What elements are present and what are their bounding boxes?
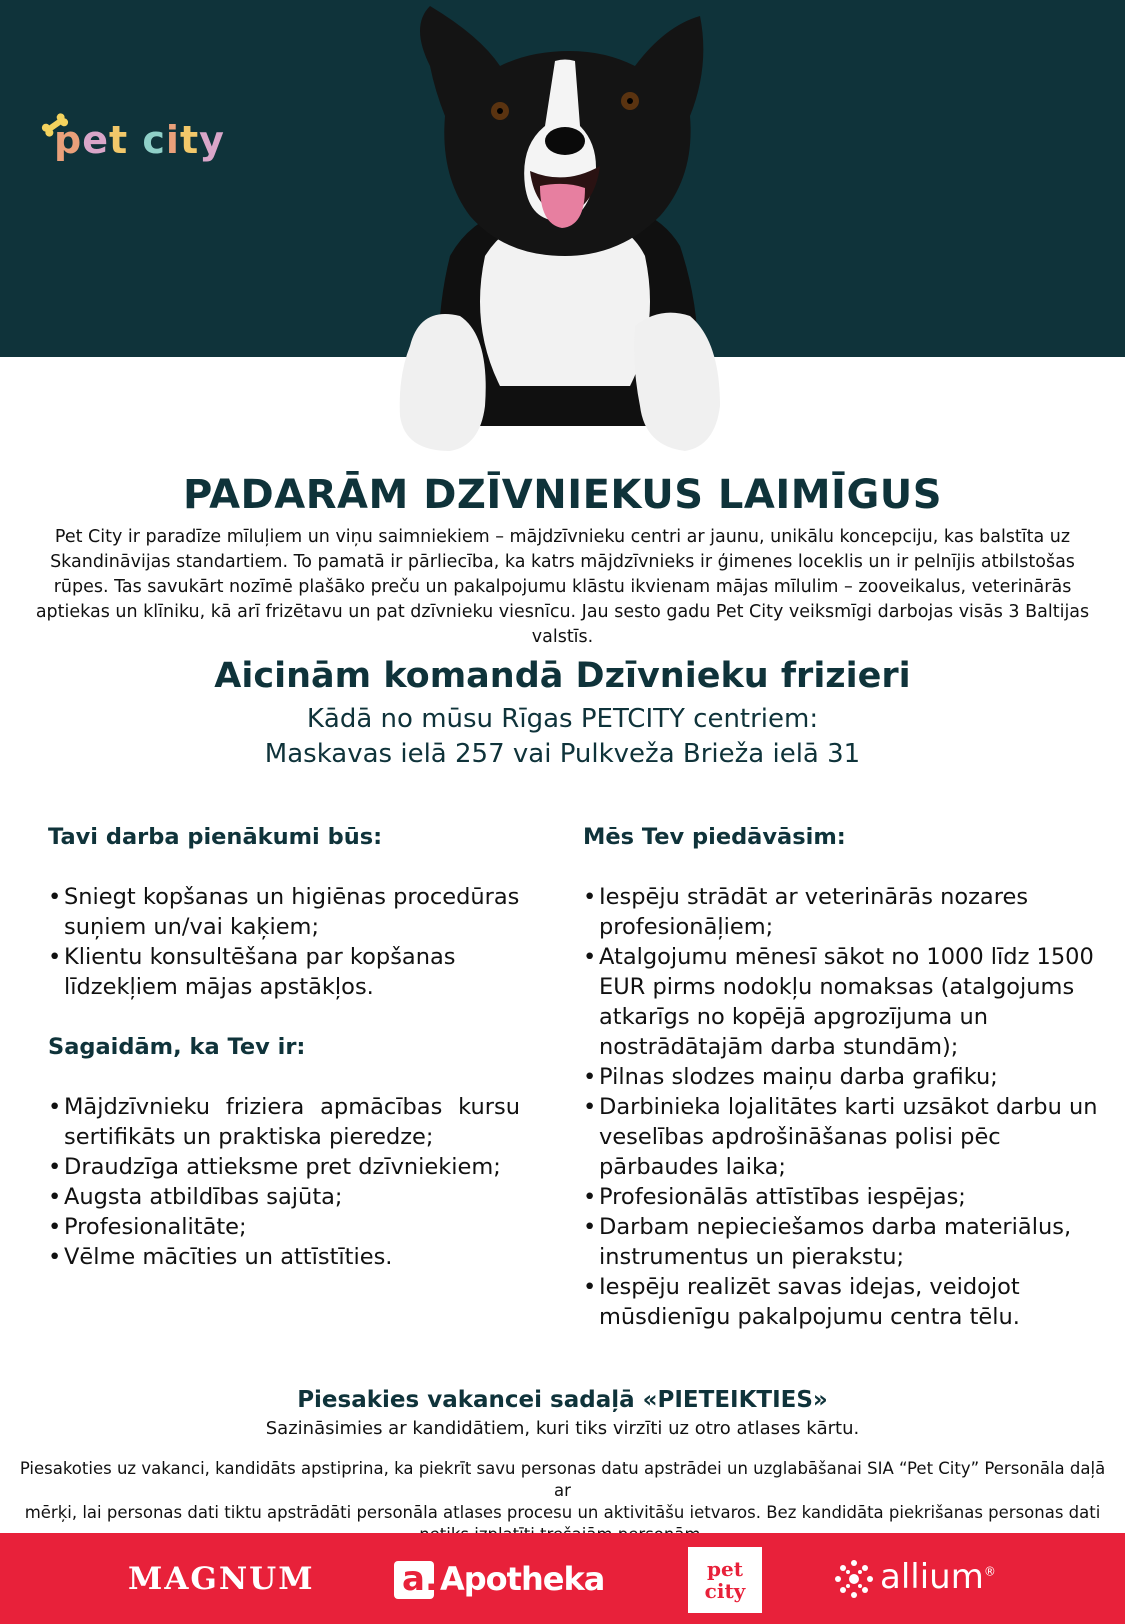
right-column (583, 822, 1098, 1362)
duties-list (48, 882, 520, 1002)
apply-subtitle: Sazināsimies ar kandidātiem, kuri tiks virzīti uz otro atlases kārtu. (265, 1418, 860, 1439)
intro-paragraph (12, 525, 1113, 650)
apply-title: Piesakies vakancei sadaļā «PIETEIKTIES» (297, 1387, 828, 1413)
list-item: • Augsta atbildības sajūta; (48, 1182, 520, 1212)
petcity-footer-line: pet (707, 1557, 743, 1581)
duties-heading: Tavi darba pienākumi būs: (48, 824, 383, 850)
offer-list (583, 882, 1098, 1332)
job-title: Aicinām komandā Dzīvnieku frizieri (214, 656, 911, 696)
offer-heading: Mēs Tev piedāvāsim: (583, 824, 846, 850)
list-item: • Sniegt kopšanas un higiēnas procedūras suņiem un/vai kaķiem; (48, 882, 520, 942)
apotheka-mark-text: a. (402, 1559, 438, 1599)
intro-line: Skandināvijas standartiem. To pamatā ir pārliecība, ka katrs mājdzīvnieks ir ģimenes loceklis un ir pelnījis atbilstošas (50, 552, 1075, 572)
job-location-line: Maskavas ielā 257 vai Pulkveža Brieža ielā 31 (264, 739, 861, 769)
job-location (0, 702, 1125, 772)
intro-line: Pet City ir paradīze mīluļiem un viņu saimniekiem – mājdzīvnieku centri ar jaunu, unikālu koncepciju, kas balstīta uz (54, 527, 1071, 547)
dog-photo (390, 6, 740, 476)
list-item: • Iespēju strādāt ar veterinārās nozares profesionāļiem; (583, 882, 1098, 942)
expect-list (48, 1092, 520, 1272)
magnum-logo: MAGNUM (128, 1561, 315, 1597)
allium-logo (880, 1557, 996, 1597)
list-item: • Pilnas slodzes maiņu darba grafiku; (583, 1062, 1098, 1092)
left-column (48, 822, 520, 1302)
job-location-line: Kādā no mūsu Rīgas PETCITY centriem: (306, 704, 819, 734)
list-item: • Atalgojumu mēnesī sākot no 1000 līdz 1500 EUR pirms nodokļu nomaksas (atalgojums atkarīgs no kopējā apgrozījuma un nostrādātajām darba stundām); (583, 942, 1098, 1062)
expect-heading: Sagaidām, ka Tev ir: (48, 1034, 306, 1060)
petcity-footer-logo (688, 1547, 762, 1613)
page-headline: PADARĀM DZĪVNIEKUS LAIMĪGUS (182, 472, 943, 518)
list-item: • Vēlme mācīties un attīstīties. (48, 1242, 520, 1272)
list-item: • Darbam nepieciešamos darba materiālus, instrumentus un pierakstu; (583, 1212, 1098, 1272)
list-item: • Klientu konsultēšana par kopšanas līdzekļiem mājas apstākļos. (48, 942, 520, 1002)
logo-text: pet city (54, 118, 225, 162)
registered-mark: ® (983, 1564, 996, 1579)
consent-line: Piesakoties uz vakanci, kandidāts apstiprina, ka piekrīt savu personas datu apstrādei un uzglabāšanai SIA “Pet City” Personāla daļā ar (19, 1459, 1106, 1500)
allium-logo-text: allium (880, 1557, 984, 1597)
list-item: • Darbinieka lojalitātes karti uzsākot darbu un veselības apdrošināšanas polisi pēc pārbaudes laika; (583, 1092, 1098, 1182)
apotheka-logo: Apotheka (440, 1560, 605, 1598)
intro-line: valstīs. (531, 627, 594, 647)
petcity-footer-line: city (704, 1579, 746, 1603)
consent-line: mērķi, lai personas dati tiktu apstrādāti personāla atlases procesu un aktivitāšu ietvaros. Bez kandidāta piekrišanas personas dati (24, 1503, 1101, 1522)
list-item: • Mājdzīvnieku friziera apmācības kursu sertifikāts un praktiska pieredze; (48, 1092, 520, 1152)
intro-line: aptiekas un klīniku, kā arī frizētavu un pat dzīvnieku viesnīcu. Jau sesto gadu Pet City veiksmīgi darbojas visās 3 Baltijas (35, 602, 1090, 622)
list-item: • Profesionalitāte; (48, 1212, 520, 1242)
intro-line: rūpes. Tas savukārt nozīmē plašāko preču un pakalpojumu klāstu ikvienam mājas mīlulim – zooveikalus, veterinārās (53, 577, 1072, 597)
list-item: • Profesionālās attīstības iespējas; (583, 1182, 1098, 1212)
list-item: • Iespēju realizēt savas idejas, veidojot mūsdienīgu pakalpojumu centra tēlu. (583, 1272, 1098, 1332)
allium-flower-icon (832, 1557, 876, 1601)
partner-footer (0, 1533, 1125, 1624)
apotheka-mark (394, 1559, 438, 1599)
list-item: • Draudzīga attieksme pret dzīvniekiem; (48, 1152, 520, 1182)
